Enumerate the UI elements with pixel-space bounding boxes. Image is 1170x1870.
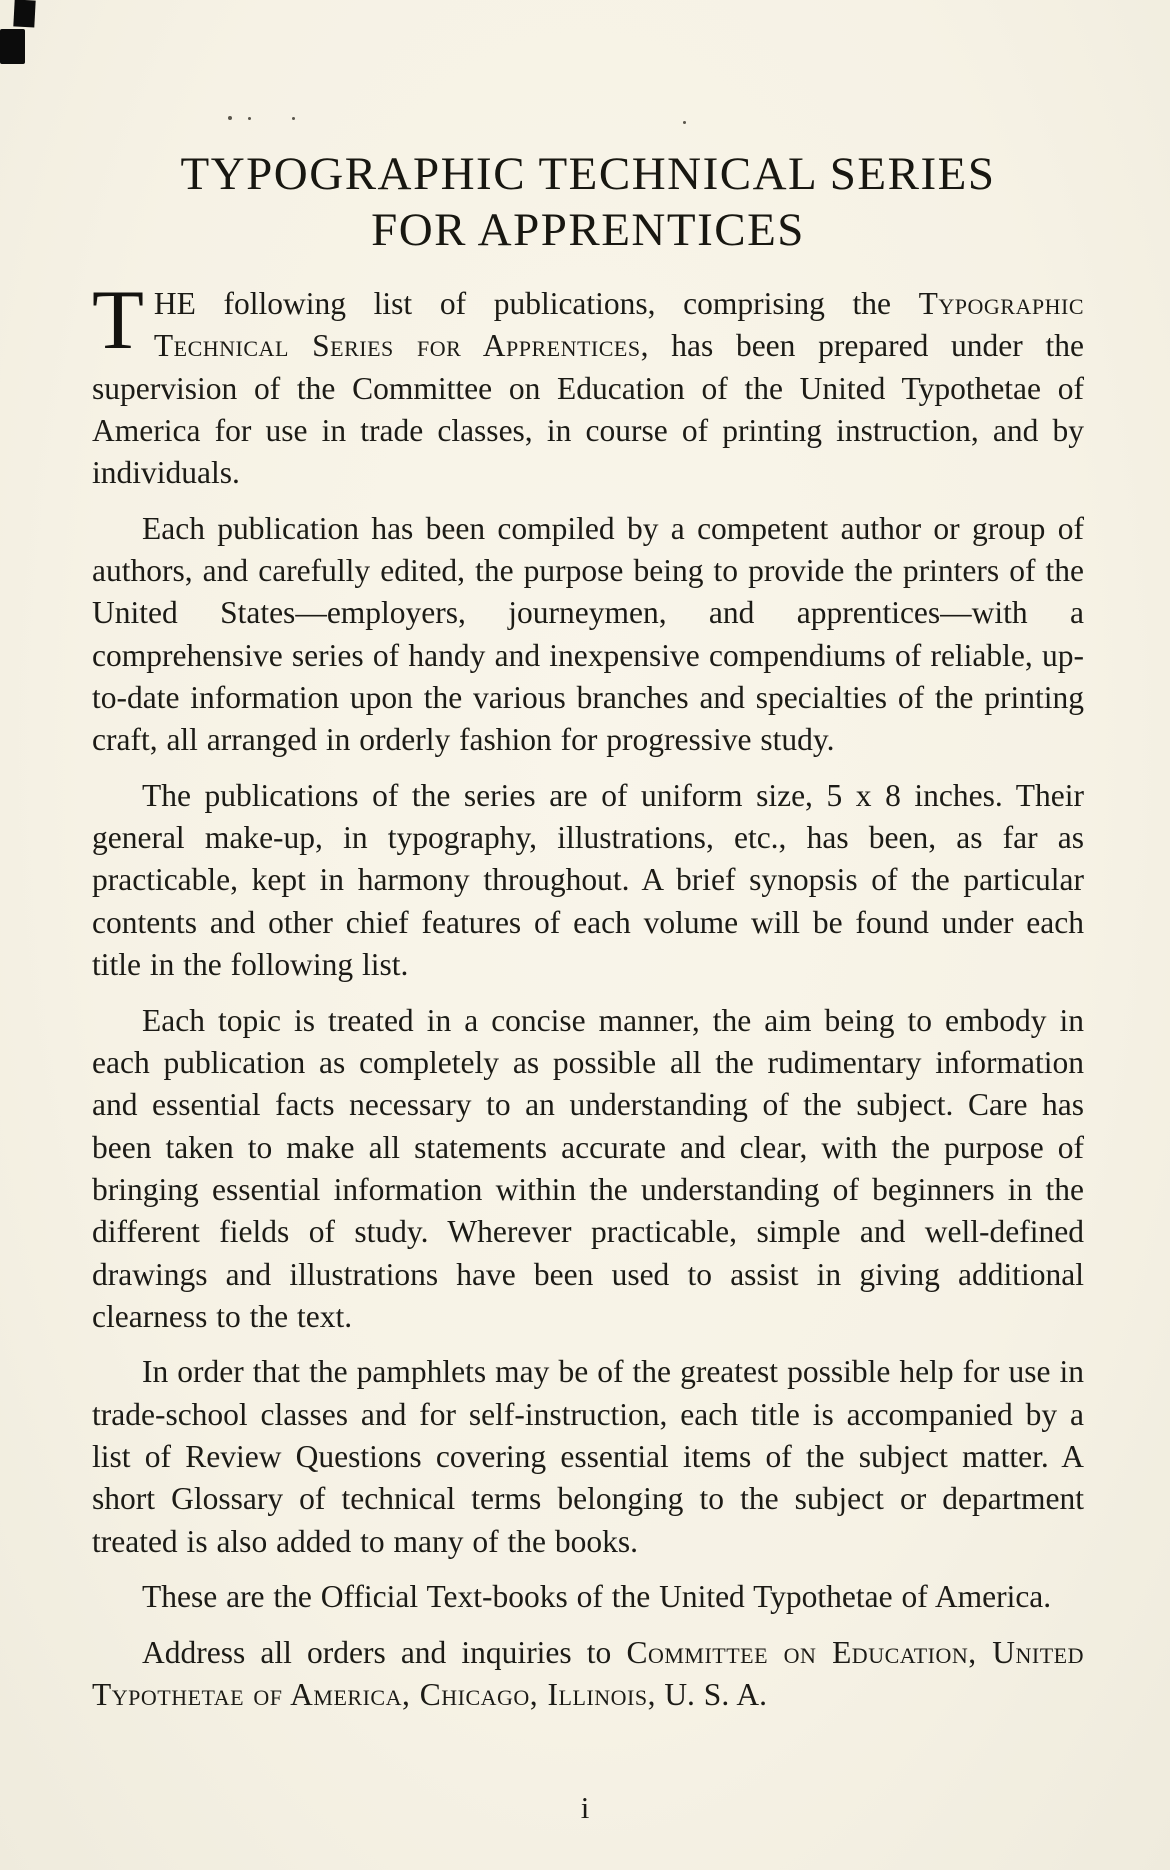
paragraph-compiled: Each publication has been compiled by a competent author or group of authors, and carefully edited, the purpose being to provide the printers of the United States—employers, journeymen, and apprentices—with a comprehensive series of handy and inexpensive compendiums of reliable, up-to-date information upon the various branches and specialties of the printing craft, all arranged in orderly fashion for progressive study. — [92, 510, 1084, 758]
paragraph-intro — [92, 272, 1084, 495]
scan-speck — [228, 116, 232, 120]
paragraph-text: Address all orders and inquiries to — [142, 1634, 627, 1670]
page-title — [92, 146, 1084, 259]
title-line-1: TYPOGRAPHIC TECHNICAL SERIES — [180, 148, 996, 200]
dropcap-letter: T — [92, 272, 144, 367]
paragraph-official-textbooks: These are the Official Text-books of the United Typothetae of America. — [142, 1579, 1052, 1615]
paragraph-address — [92, 1632, 1084, 1717]
paragraph-text: , has been prepared under the supervision of the Committee on Education of the United Typothetae of America for use in trade classes, in course of printing instruction, and by individuals. — [92, 328, 1084, 491]
committee-name-smallcaps: Committee on Education, United Typothetae of America, Chicago, Illinois — [92, 1634, 1084, 1712]
series-name-smallcaps: Typographic Technical Series for Apprentices — [153, 285, 1084, 364]
scan-artifact — [0, 29, 25, 64]
page-number: i — [580, 1790, 590, 1825]
title-line-2: FOR APPRENTICES — [371, 204, 805, 257]
scan-speck — [683, 121, 686, 124]
paragraph-pamphlets: In order that the pamphlets may be of the greatest possible help for use in trade-school classes and for self-instruction, each title is accompanied by a list of Review Questions covering essential items of the subject matter. A short Glossary of technical terms belonging to the subject or department treated is also added to many of the books. — [92, 1354, 1084, 1559]
scan-speck — [248, 117, 251, 120]
scan-speck — [292, 117, 295, 120]
paragraph-text: HE following list of publications, comprising the — [153, 285, 919, 321]
paragraph-text: , U. S. A. — [647, 1676, 767, 1712]
paragraph-each-topic: Each topic is treated in a concise manner, the aim being to embody in each publication as completely as possible all the rudimentary information and essential facts necessary to an understanding of the subject. Care has been taken to make all statements accurate and clear, with the purpose of bringing essential information within the understanding of beginners in the different fields of study. Wherever practicable, simple and well-defined drawings and illustrations have been used to assist in giving additional clearness to the text. — [92, 1002, 1084, 1335]
paragraph-uniform-size: The publications of the series are of uniform size, 5 x 8 inches. Their general make-up, in typography, illustrations, etc., has been, as far as practicable, kept in harmony throughout. A brief synopsis of the particular contents and other chief features of each volume will be found under each title in the following list. — [92, 777, 1084, 983]
scan-artifact — [13, 0, 35, 28]
